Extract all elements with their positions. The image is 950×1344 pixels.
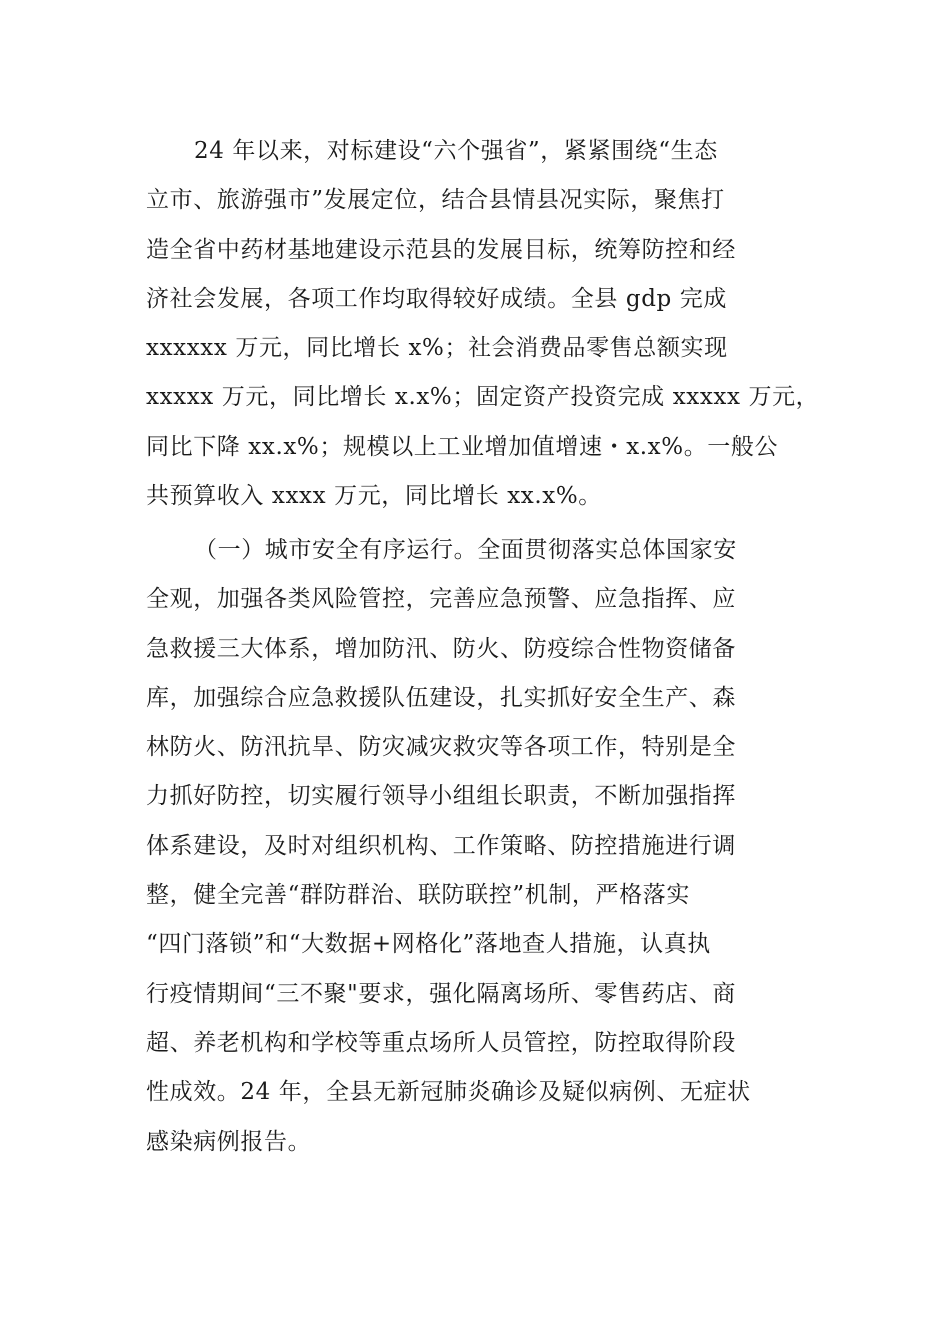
text-line: 同比下降 xx.x%；规模以上工业增加值增速・x.x%。一般公: [146, 433, 779, 460]
paragraph-economy-summary: [146, 127, 826, 521]
text-line: xxxxxx 万元，同比增长 x%；社会消费品零售总额实现: [146, 335, 728, 362]
text-line: 造全省中药材基地建设示范县的发展目标，统筹防控和经: [146, 236, 736, 263]
text-line: 立市、旅游强市”发展定位，结合县情县况实际，聚焦打: [146, 187, 725, 214]
text-line: 24 年以来，对标建设“六个强省”，紧紧围绕“生态: [194, 138, 718, 164]
text-line: “四门落锁”和“大数据+网格化”落地查人措施，认真执: [146, 931, 711, 958]
text-line: 行疫情期间“三不聚"要求，强化隔离场所、零售药店、商: [146, 980, 736, 1007]
text-line: 共预算收入 xxxx 万元，同比增长 xx.x%。: [146, 483, 602, 510]
paragraph-city-safety: [146, 526, 826, 1167]
text-line: 性成效。24 年，全县无新冠肺炎确诊及疑似病例、无症状: [146, 1079, 751, 1106]
text-line: xxxxx 万元，同比增长 x.x%；固定资产投资完成 xxxxx 万元，: [146, 384, 820, 411]
text-line: 全观，加强各类风险管控，完善应急预警、应急指挥、应: [146, 586, 736, 613]
text-line: 库，加强综合应急救援队伍建设，扎实抓好安全生产、森: [146, 684, 736, 711]
text-line: 济社会发展，各项工作均取得较好成绩。全县 gdp 完成: [146, 285, 727, 312]
text-line: 超、养老机构和学校等重点场所人员管控，防控取得阶段: [146, 1029, 736, 1056]
text-line: 力抓好防控，切实履行领导小组组长职责，不断加强指挥: [146, 783, 736, 810]
text-line: 感染病例报告。: [146, 1128, 312, 1155]
text-line: 林防火、防汛抗旱、防灾减灾救灾等各项工作，特别是全: [146, 734, 736, 761]
text-line: 体系建设，及时对组织机构、工作策略、防控措施进行调: [146, 832, 736, 859]
text-line: （一）城市安全有序运行。全面贯彻落实总体国家安: [194, 537, 737, 563]
text-line: 急救援三大体系，增加防汛、防火、防疫综合性物资储备: [146, 635, 736, 662]
text-line: 整，健全完善“群防群治、联防联控”机制，严格落实: [146, 882, 690, 909]
